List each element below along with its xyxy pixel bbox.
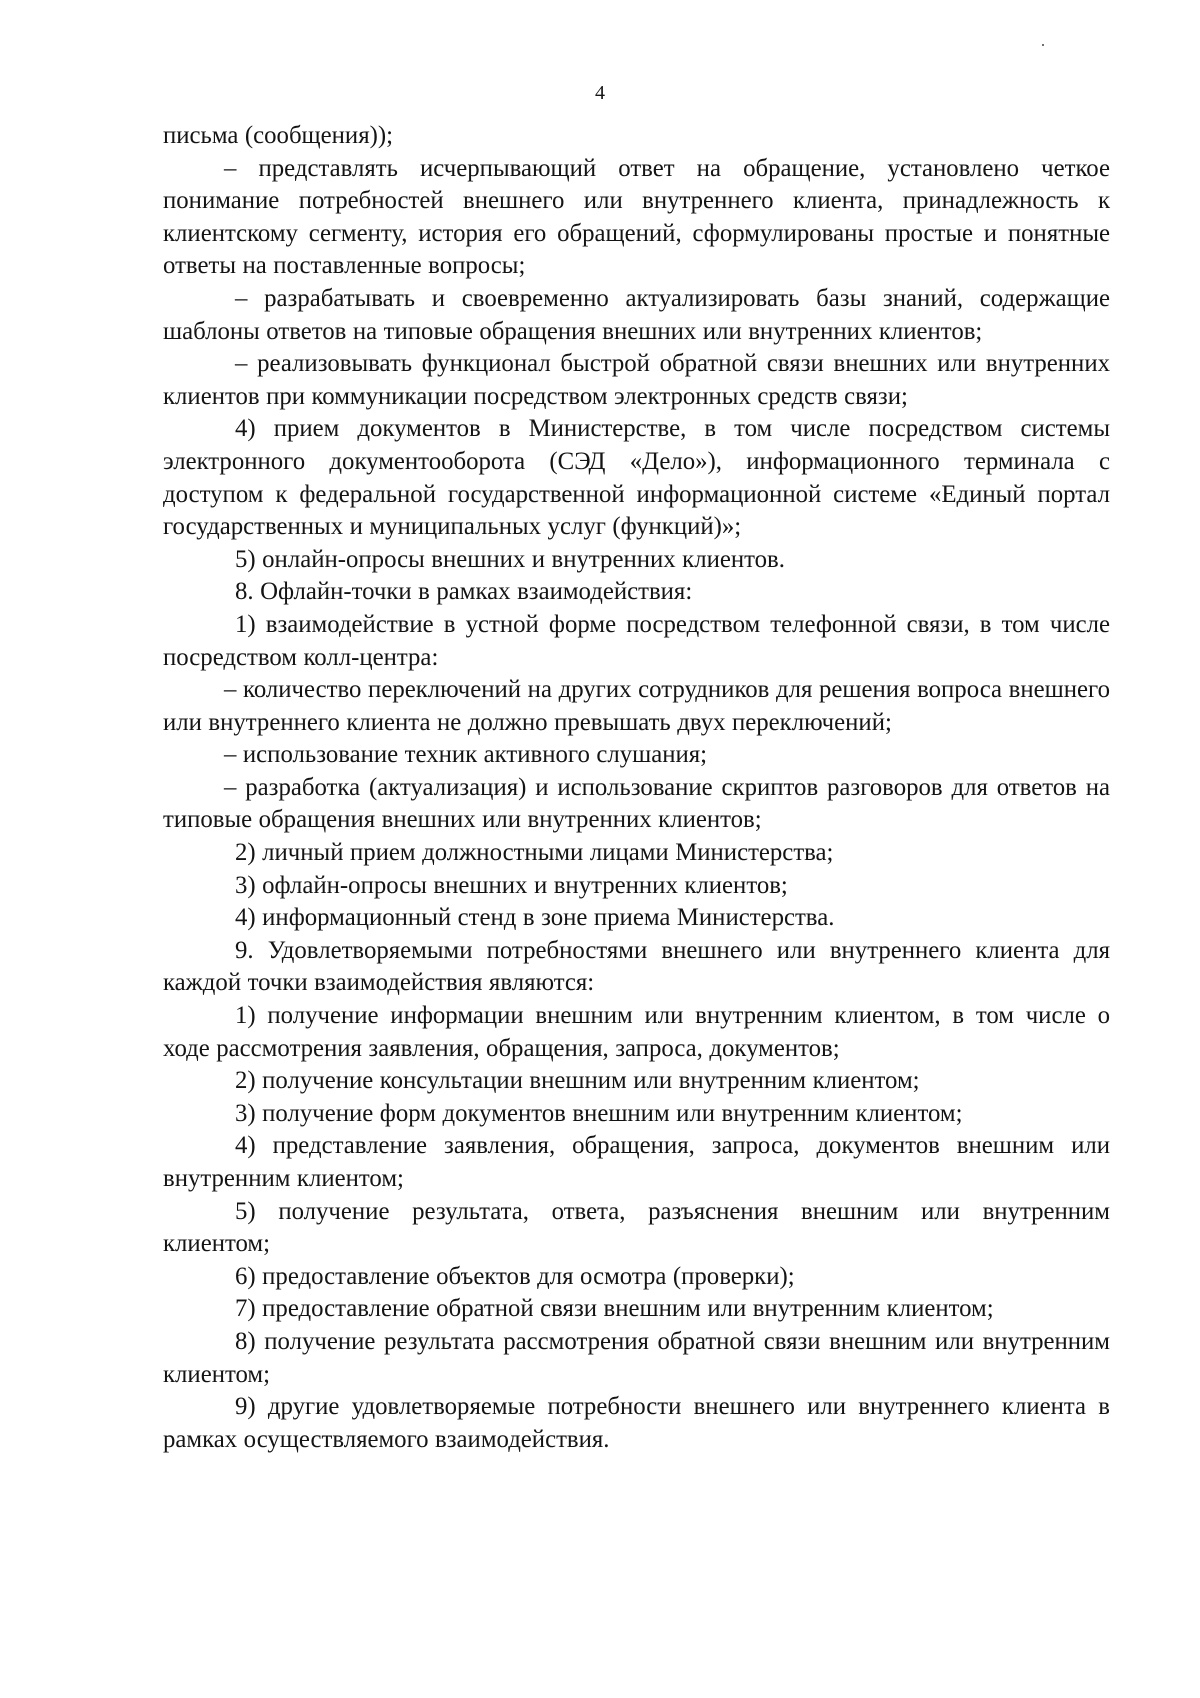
paragraph: – использование техник активного слушания;: [224, 741, 708, 769]
paragraph: 6) предоставление объектов для осмотра (проверки);: [235, 1262, 795, 1290]
page-number: 4: [595, 82, 605, 104]
section-heading: 8. Офлайн-точки в рамках взаимодействия:: [235, 578, 693, 606]
paragraph: – реализовывать функционал быстрой обратной связи внешних или внутренних клиентов при коммуникации посредством электронных средств связи;: [163, 350, 1110, 410]
paragraph: 1) взаимодействие в устной форме посредством телефонной связи, в том числе посредством колл-центра:: [163, 610, 1110, 671]
paragraph: – представлять исчерпывающий ответ на обращение, установлено четкое понимание потребностей внешнего или внутреннего клиента, принадлежность к клиентскому сегменту, история его обращений, сформулированы простые и понятные ответы на поставленные вопросы;: [163, 154, 1110, 280]
paragraph: 2) личный прием должностными лицами Министерства;: [235, 839, 834, 867]
paragraph: 5) получение результата, ответа, разъяснения внешним или внутренним клиентом;: [163, 1197, 1110, 1258]
paragraph: 4) прием документов в Министерстве, в том числе посредством системы электронного документооборота (СЭД «Дело»), информационного терминала с доступом к федеральной государственной информационной системе «Единый портал государственных и муниципальных услуг (функций)»;: [163, 415, 1110, 541]
paragraph: 2) получение консультации внешним или внутренним клиентом;: [235, 1067, 920, 1095]
section-heading: 9. Удовлетворяемыми потребностями внешнего или внутреннего клиента для каждой точки взаимодействия являются:: [163, 936, 1110, 997]
paragraph: письма (сообщения));: [163, 122, 394, 149]
paragraph: – разработка (актуализация) и использование скриптов разговоров для ответов на типовые обращения внешних или внутренних клиентов;: [163, 773, 1110, 834]
paragraph: 1) получение информации внешним или внутренним клиентом, в том числе о ходе рассмотрения заявления, обращения, запроса, документов;: [163, 1002, 1110, 1062]
paragraph: 8) получение результата рассмотрения обратной связи внешним или внутренним клиентом;: [163, 1327, 1110, 1388]
paragraph: 3) офлайн-опросы внешних и внутренних клиентов;: [235, 871, 788, 899]
paragraph: 5) онлайн-опросы внешних и внутренних клиентов.: [235, 545, 785, 573]
paragraph: 4) представление заявления, обращения, запроса, документов внешним или внутренним клиентом;: [163, 1132, 1110, 1192]
paragraph: 3) получение форм документов внешним или внутренним клиентом;: [235, 1099, 963, 1127]
scan-speck: [1042, 44, 1044, 46]
paragraph: 4) информационный стенд в зоне приема Министерства.: [235, 904, 835, 932]
paragraph: 9) другие удовлетворяемые потребности внешнего или внутреннего клиента в рамках осуществляемого взаимодействия.: [163, 1393, 1110, 1453]
paragraph: – разрабатывать и своевременно актуализировать базы знаний, содержащие шаблоны ответов на типовые обращения внешних или внутренних клиентов;: [163, 284, 1110, 345]
paragraph: – количество переключений на других сотрудников для решения вопроса внешнего или внутреннего клиента не должно превышать двух переключений;: [163, 676, 1110, 736]
paragraph: 7) предоставление обратной связи внешним или внутренним клиентом;: [235, 1295, 994, 1323]
document-body: [163, 120, 1110, 1456]
